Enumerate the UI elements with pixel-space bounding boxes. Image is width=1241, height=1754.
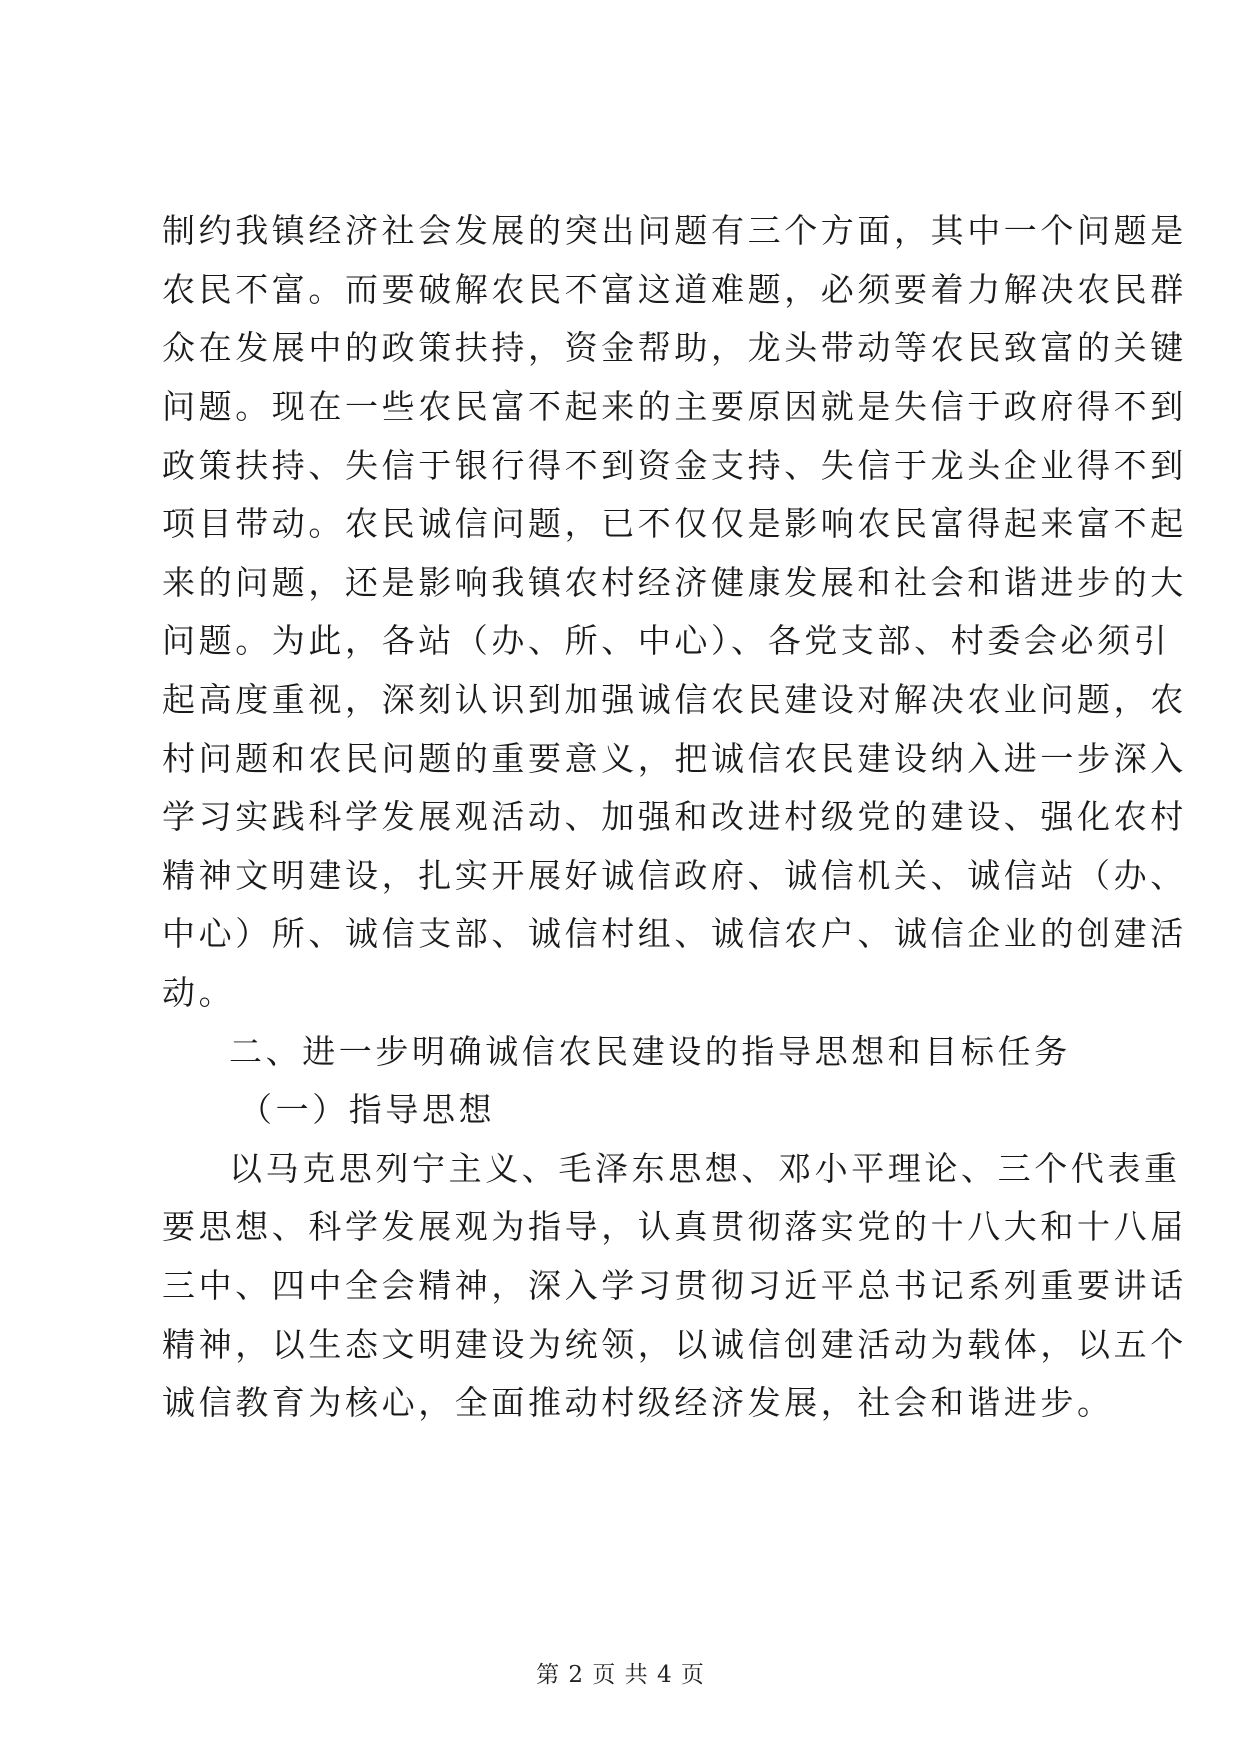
section-heading: 二、进一步明确诚信农民建设的指导思想和目标任务: [229, 1032, 1071, 1071]
text-line: 众在发展中的政策扶持，资金帮助，龙头带动等农民致富的关键: [162, 328, 1187, 367]
text-line: 要思想、科学发展观为指导，认真贯彻落实党的十八大和十八届: [162, 1207, 1187, 1246]
text-line: 动。: [162, 973, 236, 1012]
text-line: 以马克思列宁主义、毛泽东思想、邓小平理论、三个代表重: [229, 1149, 1181, 1188]
text-line: 诚信教育为核心，全面推动村级经济发展，社会和谐进步。: [162, 1383, 1114, 1422]
text-line: 中心）所、诚信支部、诚信村组、诚信农户、诚信企业的创建活: [162, 914, 1187, 953]
text-line: 制约我镇经济社会发展的突出问题有三个方面，其中一个问题是: [162, 211, 1187, 250]
text-line: 精神文明建设，扎实开展好诚信政府、诚信机关、诚信站（办、: [162, 856, 1187, 895]
text-line: 农民不富。而要破解农民不富这道难题，必须要着力解决农民群: [162, 270, 1187, 309]
text-line: 政策扶持、失信于银行得不到资金支持、失信于龙头企业得不到: [162, 446, 1187, 485]
page-footer: 第 2 页 共 4 页: [536, 1662, 705, 1688]
text-line: 来的问题，还是影响我镇农村经济健康发展和社会和谐进步的大: [162, 563, 1187, 602]
text-line: 学习实践科学发展观活动、加强和改进村级党的建设、强化农村: [162, 797, 1187, 836]
text-line: 问题。为此，各站（办、所、中心）、各党支部、村委会必须引: [162, 621, 1171, 660]
text-line: 村问题和农民问题的重要意义，把诚信农民建设纳入进一步深入: [162, 739, 1187, 778]
text-line: 问题。现在一些农民富不起来的主要原因就是失信于政府得不到: [162, 387, 1187, 426]
text-line: 三中、四中全会精神，深入学习贯彻习近平总书记系列重要讲话: [162, 1266, 1187, 1305]
text-line: 起高度重视，深刻认识到加强诚信农民建设对解决农业问题，农: [162, 680, 1187, 719]
text-line: 项目带动。农民诚信问题，已不仅仅是影响农民富得起来富不起: [162, 504, 1187, 543]
text-line: 精神，以生态文明建设为统领，以诚信创建活动为载体，以五个: [162, 1325, 1187, 1364]
subsection-heading: （一）指导思想: [239, 1090, 496, 1129]
